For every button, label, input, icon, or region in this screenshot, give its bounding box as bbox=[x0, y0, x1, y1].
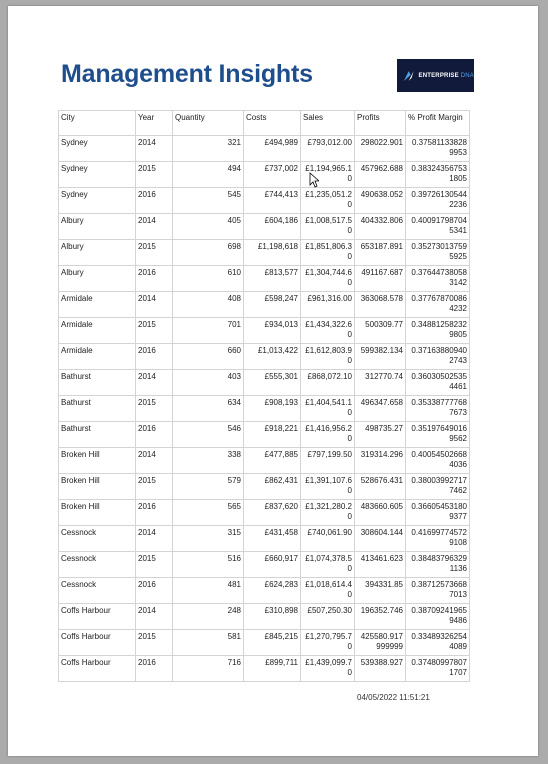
table-cell: 2015 bbox=[136, 474, 173, 500]
table-cell: 0.400545026684036 bbox=[406, 448, 470, 474]
table-row bbox=[59, 318, 470, 344]
table-cell: £1,851,806.30 bbox=[301, 240, 355, 266]
table-row bbox=[59, 578, 470, 604]
table-cell: 498735.27 bbox=[355, 422, 406, 448]
table-row bbox=[59, 474, 470, 500]
table-cell: 2014 bbox=[136, 136, 173, 162]
table-cell: 0.400917987045341 bbox=[406, 214, 470, 240]
table-cell: £494,989 bbox=[244, 136, 301, 162]
table-cell: £1,304,744.60 bbox=[301, 266, 355, 292]
table-cell: 490638.052 bbox=[355, 188, 406, 214]
table-cell: 2016 bbox=[136, 344, 173, 370]
table-cell: £1,235,051.20 bbox=[301, 188, 355, 214]
table-cell: 0.366054531809377 bbox=[406, 500, 470, 526]
column-header[interactable]: % Profit Margin bbox=[406, 111, 470, 136]
table-header-row bbox=[59, 111, 470, 136]
insights-table bbox=[58, 110, 470, 682]
table-cell: 634 bbox=[173, 396, 244, 422]
table-cell: 308604.144 bbox=[355, 526, 406, 552]
table-cell: £837,620 bbox=[244, 500, 301, 526]
table-cell: £604,186 bbox=[244, 214, 301, 240]
table-cell: 494 bbox=[173, 162, 244, 188]
table-cell: £744,413 bbox=[244, 188, 301, 214]
table-row bbox=[59, 422, 470, 448]
logo-mark-icon bbox=[402, 69, 416, 83]
table-cell: £310,898 bbox=[244, 604, 301, 630]
column-header[interactable]: Year bbox=[136, 111, 173, 136]
table-cell: £1,404,541.10 bbox=[301, 396, 355, 422]
table-cell: Bathurst bbox=[59, 370, 136, 396]
table-cell: 2015 bbox=[136, 396, 173, 422]
table-cell: 2015 bbox=[136, 630, 173, 656]
table-cell: 2015 bbox=[136, 240, 173, 266]
table-row bbox=[59, 552, 470, 578]
table-cell: 248 bbox=[173, 604, 244, 630]
table-cell: £737,002 bbox=[244, 162, 301, 188]
table-cell: 565 bbox=[173, 500, 244, 526]
table-cell: Bathurst bbox=[59, 396, 136, 422]
table-cell: Cessnock bbox=[59, 526, 136, 552]
table-cell: 0.380039927177462 bbox=[406, 474, 470, 500]
table-cell: 516 bbox=[173, 552, 244, 578]
table-cell: £862,431 bbox=[244, 474, 301, 500]
table-cell: £431,458 bbox=[244, 526, 301, 552]
table-cell: 0.375811338289953 bbox=[406, 136, 470, 162]
table-cell: 2016 bbox=[136, 188, 173, 214]
table-cell: £797,199.50 bbox=[301, 448, 355, 474]
table-cell: 2015 bbox=[136, 162, 173, 188]
table-row bbox=[59, 526, 470, 552]
table-cell: Albury bbox=[59, 214, 136, 240]
table-cell: 698 bbox=[173, 240, 244, 266]
table-row bbox=[59, 162, 470, 188]
table-cell: 2014 bbox=[136, 526, 173, 552]
table-row bbox=[59, 240, 470, 266]
table-cell: 2014 bbox=[136, 292, 173, 318]
table-row bbox=[59, 214, 470, 240]
table-cell: 500309.77 bbox=[355, 318, 406, 344]
table-cell: £934,013 bbox=[244, 318, 301, 344]
table-cell: £845,215 bbox=[244, 630, 301, 656]
table-cell: Sydney bbox=[59, 188, 136, 214]
page-title: Management Insights bbox=[61, 60, 313, 88]
table-row bbox=[59, 604, 470, 630]
table-row bbox=[59, 370, 470, 396]
table-row bbox=[59, 344, 470, 370]
table-cell: Armidale bbox=[59, 318, 136, 344]
table-cell: £908,193 bbox=[244, 396, 301, 422]
table-cell: £477,885 bbox=[244, 448, 301, 474]
table-cell: 660 bbox=[173, 344, 244, 370]
table-cell: £598,247 bbox=[244, 292, 301, 318]
table-cell: 0.371638809402743 bbox=[406, 344, 470, 370]
table-cell: £899,711 bbox=[244, 656, 301, 682]
table-cell: 403 bbox=[173, 370, 244, 396]
table-row bbox=[59, 448, 470, 474]
table-cell: 539388.927 bbox=[355, 656, 406, 682]
table-cell: 319314.296 bbox=[355, 448, 406, 474]
table-row bbox=[59, 136, 470, 162]
table-cell: 610 bbox=[173, 266, 244, 292]
table-cell: £1,612,803.90 bbox=[301, 344, 355, 370]
report-page bbox=[8, 6, 538, 756]
table-cell: 413461.623 bbox=[355, 552, 406, 578]
table-cell: £660,917 bbox=[244, 552, 301, 578]
table-cell: £1,321,280.20 bbox=[301, 500, 355, 526]
column-header[interactable]: Sales bbox=[301, 111, 355, 136]
table-cell: 0.360305025354461 bbox=[406, 370, 470, 396]
table-cell: 457962.688 bbox=[355, 162, 406, 188]
table-cell: 404332.806 bbox=[355, 214, 406, 240]
table-cell: 408 bbox=[173, 292, 244, 318]
table-cell: 599382.134 bbox=[355, 344, 406, 370]
table-cell: 0.397261305442236 bbox=[406, 188, 470, 214]
table-cell: 312770.74 bbox=[355, 370, 406, 396]
table-cell: 2014 bbox=[136, 214, 173, 240]
table-cell: Armidale bbox=[59, 344, 136, 370]
table-cell: Cessnock bbox=[59, 552, 136, 578]
table-body bbox=[59, 136, 470, 682]
table-cell: 2014 bbox=[136, 604, 173, 630]
table-cell: 0.348812582329805 bbox=[406, 318, 470, 344]
table-cell: 2015 bbox=[136, 318, 173, 344]
table-cell: £507,250.30 bbox=[301, 604, 355, 630]
table-cell: 2014 bbox=[136, 370, 173, 396]
table-cell: £868,072.10 bbox=[301, 370, 355, 396]
table-cell: 579 bbox=[173, 474, 244, 500]
table-cell: £1,013,422 bbox=[244, 344, 301, 370]
table-cell: 0.387125736687013 bbox=[406, 578, 470, 604]
enterprise-dna-logo bbox=[397, 59, 474, 92]
table-cell: 0.376447380583142 bbox=[406, 266, 470, 292]
table-cell: Sydney bbox=[59, 162, 136, 188]
table-cell: Broken Hill bbox=[59, 448, 136, 474]
report-timestamp: 04/05/2022 11:51:21 bbox=[357, 693, 430, 702]
table-cell: £1,416,956.20 bbox=[301, 422, 355, 448]
table-cell: Albury bbox=[59, 240, 136, 266]
table-cell: Coffs Harbour bbox=[59, 656, 136, 682]
column-header[interactable]: City bbox=[59, 111, 136, 136]
table-cell: 363068.578 bbox=[355, 292, 406, 318]
table-cell: £1,391,107.60 bbox=[301, 474, 355, 500]
table-cell: £1,439,099.70 bbox=[301, 656, 355, 682]
table-cell: 2016 bbox=[136, 422, 173, 448]
table-cell: 716 bbox=[173, 656, 244, 682]
table-cell: 0.383243567531805 bbox=[406, 162, 470, 188]
table-cell: Broken Hill bbox=[59, 474, 136, 500]
table-cell: 321 bbox=[173, 136, 244, 162]
column-header[interactable]: Costs bbox=[244, 111, 301, 136]
table-cell: 528676.431 bbox=[355, 474, 406, 500]
table-cell: £624,283 bbox=[244, 578, 301, 604]
table-cell: 0.384837963291136 bbox=[406, 552, 470, 578]
table-cell: 425580.917999999 bbox=[355, 630, 406, 656]
table-cell: Broken Hill bbox=[59, 500, 136, 526]
table-row bbox=[59, 188, 470, 214]
table-cell: 196352.746 bbox=[355, 604, 406, 630]
table-cell: 496347.658 bbox=[355, 396, 406, 422]
table-cell: £1,194,965.10 bbox=[301, 162, 355, 188]
table-cell: £961,316.00 bbox=[301, 292, 355, 318]
column-header[interactable]: Profits bbox=[355, 111, 406, 136]
table-cell: 2016 bbox=[136, 578, 173, 604]
table-cell: 0.377678700864232 bbox=[406, 292, 470, 318]
table-cell: £740,061.90 bbox=[301, 526, 355, 552]
table-row bbox=[59, 266, 470, 292]
table-cell: 0.351976490169562 bbox=[406, 422, 470, 448]
table-cell: Bathurst bbox=[59, 422, 136, 448]
table-cell: Coffs Harbour bbox=[59, 630, 136, 656]
table-cell: £1,270,795.70 bbox=[301, 630, 355, 656]
table-cell: 0.387092419659486 bbox=[406, 604, 470, 630]
table-cell: £555,301 bbox=[244, 370, 301, 396]
table-cell: £793,012.00 bbox=[301, 136, 355, 162]
table-cell: 394331.85 bbox=[355, 578, 406, 604]
table-row bbox=[59, 292, 470, 318]
table-cell: Sydney bbox=[59, 136, 136, 162]
table-row bbox=[59, 500, 470, 526]
table-cell: 581 bbox=[173, 630, 244, 656]
table-cell: 2014 bbox=[136, 448, 173, 474]
table-cell: 491167.687 bbox=[355, 266, 406, 292]
table-cell: 653187.891 bbox=[355, 240, 406, 266]
table-cell: 2016 bbox=[136, 266, 173, 292]
logo-text: ENTERPRISE DNA bbox=[418, 72, 474, 79]
table-cell: Albury bbox=[59, 266, 136, 292]
table-cell: 2016 bbox=[136, 500, 173, 526]
table-cell: £918,221 bbox=[244, 422, 301, 448]
table-cell: 546 bbox=[173, 422, 244, 448]
table-cell: £1,008,517.50 bbox=[301, 214, 355, 240]
table-cell: 481 bbox=[173, 578, 244, 604]
table-cell: Armidale bbox=[59, 292, 136, 318]
table-cell: 0.334893262544089 bbox=[406, 630, 470, 656]
column-header[interactable]: Quantity bbox=[173, 111, 244, 136]
table-cell: 298022.901 bbox=[355, 136, 406, 162]
table-cell: 0.416997745729108 bbox=[406, 526, 470, 552]
table-row bbox=[59, 630, 470, 656]
table-cell: £813,577 bbox=[244, 266, 301, 292]
table-row bbox=[59, 396, 470, 422]
table-row bbox=[59, 656, 470, 682]
table-cell: 315 bbox=[173, 526, 244, 552]
table-cell: 2015 bbox=[136, 552, 173, 578]
table-cell: 701 bbox=[173, 318, 244, 344]
table-cell: £1,434,322.60 bbox=[301, 318, 355, 344]
table-cell: £1,198,618 bbox=[244, 240, 301, 266]
table-cell: 0.353387777687673 bbox=[406, 396, 470, 422]
table-cell: 405 bbox=[173, 214, 244, 240]
table-cell: 0.352730137595925 bbox=[406, 240, 470, 266]
mouse-pointer-icon bbox=[309, 172, 319, 188]
table-cell: 338 bbox=[173, 448, 244, 474]
table-cell: 2016 bbox=[136, 656, 173, 682]
table-cell: Coffs Harbour bbox=[59, 604, 136, 630]
table-cell: 545 bbox=[173, 188, 244, 214]
table-cell: £1,074,378.50 bbox=[301, 552, 355, 578]
table-cell: 0.374809978071707 bbox=[406, 656, 470, 682]
table-cell: £1,018,614.40 bbox=[301, 578, 355, 604]
table-cell: 483660.605 bbox=[355, 500, 406, 526]
table-cell: Cessnock bbox=[59, 578, 136, 604]
